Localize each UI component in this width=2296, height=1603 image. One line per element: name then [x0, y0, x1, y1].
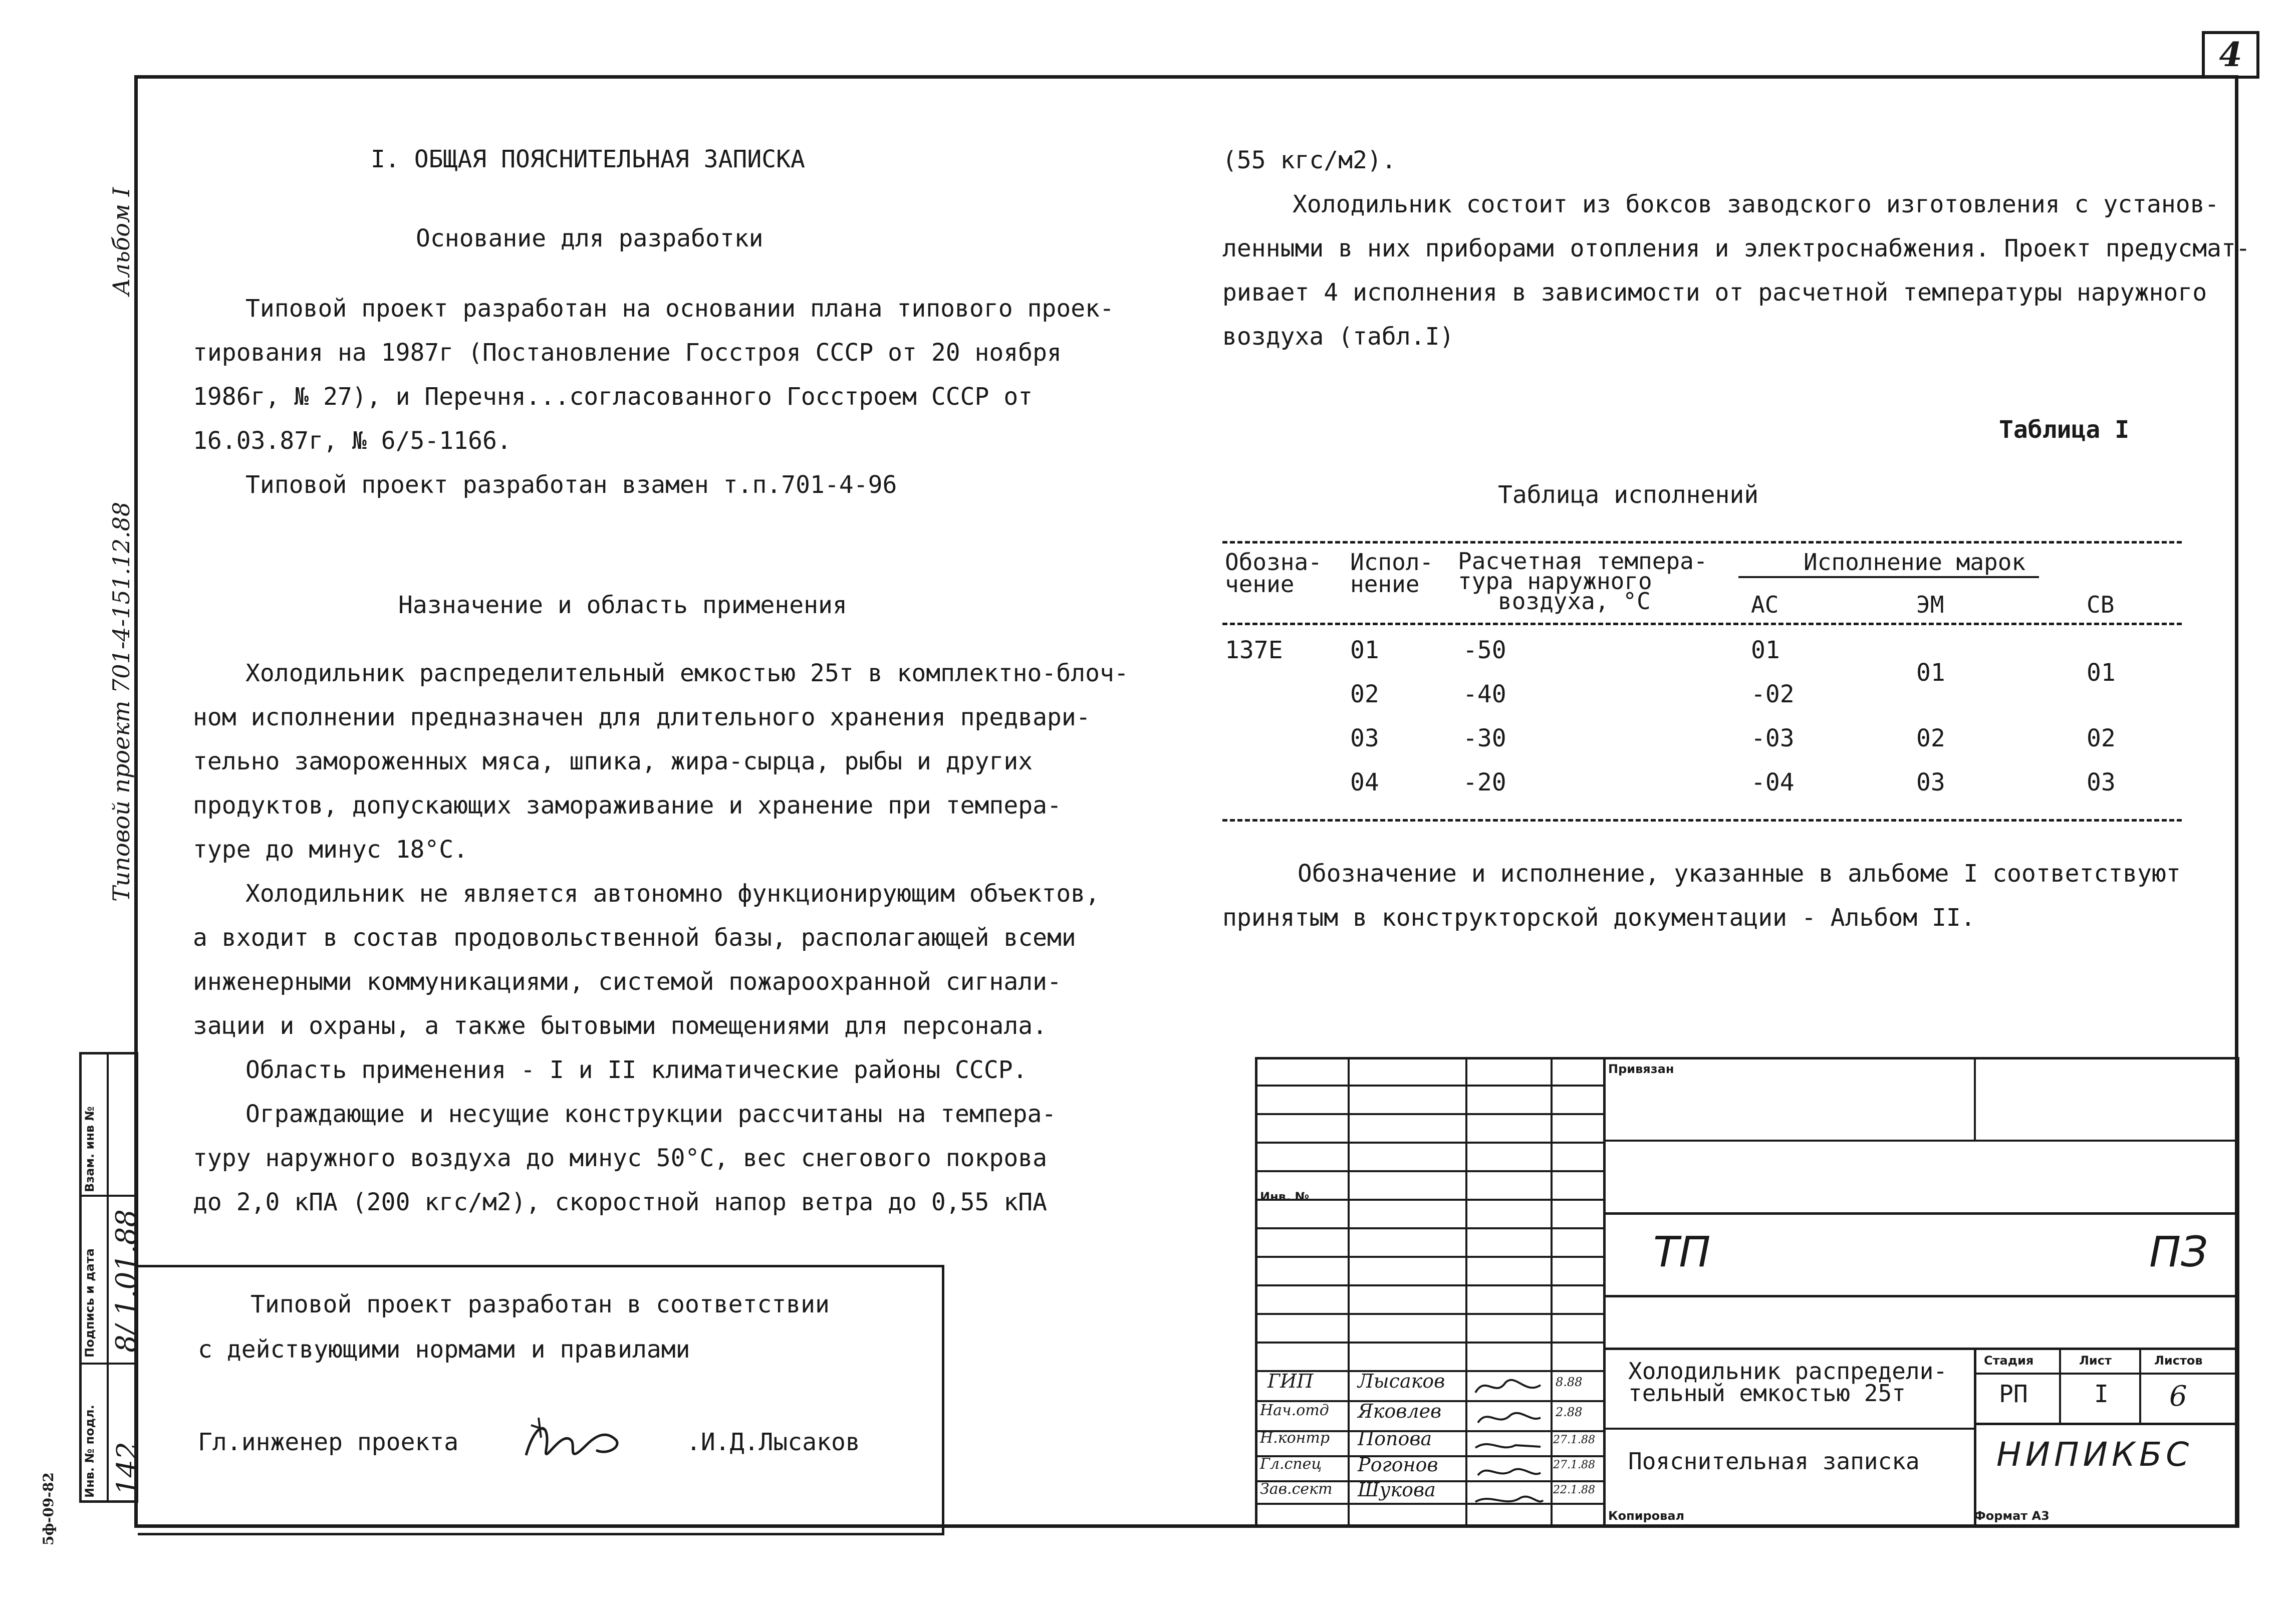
- td-designation: 137Е: [1225, 636, 1283, 664]
- chief-engineer-name: .И.Д.Лысаков: [686, 1428, 860, 1456]
- td-ac-2: -02: [1751, 680, 1795, 708]
- td-version-1: 01: [1350, 636, 1379, 664]
- stamp-title: Холодильник распредели- тельный емкостью 25т: [1628, 1358, 1947, 1407]
- right-line-5: воздуха (табл.I): [1222, 323, 1454, 351]
- purpose-line-7: а входит в состав продовольственной базы, располагающей всеми: [193, 924, 1076, 952]
- purpose-line-5: туре до минус 18°С.: [193, 836, 468, 864]
- signer-role-3: Н.контр: [1260, 1429, 1330, 1447]
- inv-no-label: Инв. №: [1260, 1190, 1310, 1204]
- privyazan-label: Привязан: [1608, 1062, 1674, 1076]
- td-version-4: 04: [1350, 768, 1379, 796]
- signatures-column: [1470, 1373, 1546, 1528]
- signer-date-1: 8.88: [1556, 1375, 1583, 1389]
- purpose-line-9: зации и охраны, а также бытовыми помещениями для персонала.: [193, 1012, 1048, 1040]
- right-line-2: Холодильник состоит из боксов заводского изготовления с установ-: [1293, 190, 2219, 218]
- format-label: Формат А3: [1974, 1509, 2050, 1523]
- sheet-label: Лист: [2079, 1354, 2112, 1368]
- purpose-line-4: продуктов, допускающих замораживание и хранение при темпера-: [193, 791, 1062, 820]
- td-ac-1: 01: [1751, 636, 1780, 664]
- td-temp-3: -30: [1463, 724, 1506, 752]
- sheets-label: Листов: [2154, 1354, 2203, 1368]
- album-label: Альбом I: [108, 187, 135, 296]
- basis-line-3: 1986г, № 27), и Перечня...согласованного Госстроем СССР от: [193, 383, 1033, 411]
- compliance-line-2: с действующими нормами и правилами: [198, 1335, 690, 1364]
- td-sv-merged: 01: [2087, 659, 2116, 687]
- td-temp-2: -40: [1463, 680, 1506, 708]
- purpose-line-2: ном исполнении предназначен для длительного хранения предвари-: [193, 703, 1091, 731]
- th-sv: СВ: [2087, 591, 2115, 618]
- signer-date-2: 2.88: [1556, 1405, 1583, 1419]
- section-heading-purpose: Назначение и область применения: [398, 591, 847, 619]
- td-ac-3: -03: [1751, 724, 1795, 752]
- td-temp-4: -20: [1463, 768, 1506, 796]
- td-em-3: 02: [1916, 724, 1945, 752]
- right-line-3: ленными в них приборами отопления и электроснабжения. Проект предусмат-: [1222, 234, 2250, 262]
- copied-label: Копировал: [1608, 1509, 1685, 1523]
- sheets-value: 6: [2169, 1380, 2187, 1413]
- signer-role-2: Нач.отд: [1260, 1402, 1329, 1419]
- signer-date-4: 27.1.88: [1553, 1459, 1595, 1471]
- margin-date: 8/ 1.01.88: [110, 1209, 143, 1353]
- table-label: Таблица I: [1999, 416, 2130, 444]
- purpose-line-10: Область применения - I и II климатические районы СССР.: [245, 1056, 1028, 1084]
- td-em-4: 03: [1916, 768, 1945, 796]
- sheet-value: I: [2094, 1380, 2109, 1408]
- th-temperature: Расчетная темпера- тура наружного воздуха, °С: [1458, 548, 1708, 615]
- purpose-line-12: туру наружного воздуха до минус 50°С, вес снегового покрова: [193, 1144, 1048, 1172]
- stage-value: РП: [1999, 1380, 2028, 1408]
- td-sv-3: 02: [2087, 724, 2116, 752]
- purpose-line-3: тельно замороженных мяса, шпика, жира-сырца, рыбы и других: [193, 747, 1033, 775]
- stamp-code-right: ПЗ: [2149, 1227, 2208, 1276]
- td-version-3: 03: [1350, 724, 1379, 752]
- td-ac-4: -04: [1751, 768, 1795, 796]
- margin-inv-no: 142: [111, 1442, 144, 1495]
- th-ac: АС: [1751, 591, 1779, 618]
- project-number-label: Типовой проект 701-4-151.12.88: [108, 501, 135, 902]
- basis-line-4: 16.03.87г, № 6/5-1166.: [193, 427, 512, 455]
- td-sv-4: 03: [2087, 768, 2116, 796]
- basis-line-5: Типовой проект разработан взамен т.п.701-4-96: [245, 471, 897, 499]
- chief-engineer-role: Гл.инженер проекта: [198, 1428, 459, 1456]
- td-version-2: 02: [1350, 680, 1379, 708]
- note-line-1: Обозначение и исполнение, указанные в альбоме I соответствуют: [1298, 860, 2181, 888]
- signer-date-5: 22.1.88: [1553, 1484, 1595, 1496]
- signer-role-4: Гл.спец: [1260, 1455, 1322, 1473]
- th-grades: Исполнение марок: [1804, 549, 2026, 576]
- purpose-line-8: инженерными коммуникациями, системой пожароохранной сигнали-: [193, 968, 1062, 996]
- margin-label-sign: Подпись и дата: [83, 1248, 97, 1358]
- section-title: I. ОБЩАЯ ПОЯСНИТЕЛЬНАЯ ЗАПИСКА: [371, 145, 805, 173]
- signer-name-3: Попова: [1358, 1428, 1432, 1450]
- purpose-line-1: Холодильник распределительный емкостью 25т в комплектно-блоч-: [245, 659, 1129, 687]
- chief-engineer-signature: [516, 1410, 636, 1475]
- stage-label: Стадия: [1984, 1354, 2034, 1368]
- purpose-line-13: до 2,0 кПА (200 кгс/м2), скоростной напор ветра до 0,55 кПА: [193, 1188, 1048, 1216]
- basis-line-2: тирования на 1987г (Постановление Госстроя СССР от 20 ноября: [193, 339, 1062, 367]
- td-em-merged: 01: [1916, 659, 1945, 687]
- stamp-subtitle: Пояснительная записка: [1628, 1448, 1920, 1475]
- signer-role-5: Зав.сект: [1260, 1480, 1333, 1498]
- signer-date-3: 27.1.88: [1553, 1434, 1595, 1446]
- basis-line-1: Типовой проект разработан на основании плана типового проек-: [245, 295, 1114, 323]
- page-number-box: [2202, 31, 2259, 79]
- th-designation: Обозна- чение: [1225, 549, 1322, 598]
- table-title: Таблица исполнений: [1498, 481, 1759, 509]
- th-em: ЭМ: [1916, 591, 1944, 618]
- th-version: Испол- нение: [1350, 549, 1434, 598]
- page-number: 4: [2219, 35, 2242, 74]
- purpose-line-11: Ограждающие и несущие конструкции рассчитаны на темпера-: [245, 1100, 1057, 1128]
- organization: НИПИКБС: [1996, 1435, 2193, 1474]
- note-line-2: принятым в конструкторской документации - Альбом II.: [1222, 904, 1975, 932]
- form-code: 5ф-09-82: [40, 1472, 57, 1545]
- margin-label-zam: Взам. инв №: [83, 1106, 97, 1192]
- td-temp-1: -50: [1463, 636, 1506, 664]
- purpose-line-6: Холодильник не является автономно функционирующим объектов,: [245, 880, 1100, 908]
- signer-name-2: Яковлев: [1358, 1400, 1442, 1422]
- signer-name-1: Лысаков: [1358, 1370, 1445, 1392]
- stamp-code-left: ТП: [1653, 1227, 1711, 1276]
- signer-name-4: Рогонов: [1358, 1454, 1438, 1476]
- signer-name-5: Шукова: [1358, 1479, 1436, 1501]
- right-line-1: (55 кгс/м2).: [1222, 146, 1396, 174]
- section-heading-basis: Основание для разработки: [416, 224, 763, 252]
- right-line-4: ривает 4 исполнения в зависимости от расчетной температуры наружного: [1222, 279, 2207, 307]
- compliance-line-1: Типовой проект разработан в соответствии: [250, 1290, 830, 1318]
- signer-role-1: ГИП: [1267, 1370, 1314, 1392]
- margin-label-inv: Инв. № подл.: [83, 1405, 97, 1498]
